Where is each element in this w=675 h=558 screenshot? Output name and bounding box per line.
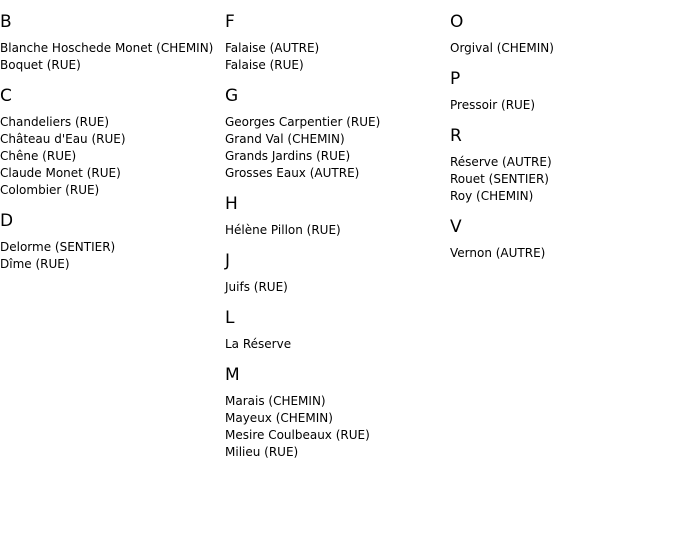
street-link[interactable]: Hélène Pillon (RUE) [225,223,341,237]
letter-group [450,69,675,114]
letter-heading: F [225,12,235,32]
street-link[interactable]: Vernon (AUTRE) [450,246,546,260]
street-link[interactable]: Pressoir (RUE) [450,98,536,112]
letter-group [0,211,225,273]
street-link[interactable]: Colombier (RUE) [0,183,100,197]
index-column-3 [450,0,675,262]
letter-group [225,365,450,461]
street-link[interactable]: Falaise (AUTRE) [225,41,320,55]
street-link[interactable]: Juifs (RUE) [225,280,288,294]
letter-heading: C [0,86,12,106]
street-link[interactable]: Grosses Eaux (AUTRE) [225,166,360,180]
index-column-1 [0,0,225,273]
letter-heading: R [450,126,462,146]
street-link[interactable]: Boquet (RUE) [0,58,81,72]
letter-group [450,217,675,262]
letter-group [225,194,450,239]
letter-heading: O [450,12,464,32]
letter-group [0,12,225,74]
letter-group [225,12,450,74]
letter-heading: P [450,69,461,89]
street-link[interactable]: Réserve (AUTRE) [450,155,552,169]
street-link[interactable]: Milieu (RUE) [225,445,299,459]
street-link[interactable]: Grands Jardins (RUE) [225,149,351,163]
street-link[interactable]: Chêne (RUE) [0,149,77,163]
letter-heading: V [450,217,462,237]
letter-heading: L [225,308,235,328]
street-link[interactable]: Mayeux (CHEMIN) [225,411,333,425]
street-link[interactable]: Georges Carpentier (RUE) [225,115,381,129]
street-link[interactable]: Chandeliers (RUE) [0,115,110,129]
street-link[interactable]: Rouet (SENTIER) [450,172,549,186]
street-link[interactable]: Château d'Eau (RUE) [0,132,126,146]
letter-group [450,126,675,205]
street-link[interactable]: Claude Monet (RUE) [0,166,121,180]
letter-group [450,12,675,57]
letter-group [0,86,225,199]
street-link[interactable]: Roy (CHEMIN) [450,189,534,203]
street-link[interactable]: Orgival (CHEMIN) [450,41,554,55]
street-link[interactable]: Marais (CHEMIN) [225,394,326,408]
letter-heading: M [225,365,240,385]
letter-group [225,251,450,296]
street-link[interactable]: Dîme (RUE) [0,257,70,271]
street-link[interactable]: Falaise (RUE) [225,58,304,72]
letter-heading: B [0,12,12,32]
street-link[interactable]: Mesire Coulbeaux (RUE) [225,428,370,442]
letter-heading: G [225,86,239,106]
letter-group [225,308,450,353]
letter-heading: J [225,251,231,271]
letter-group [225,86,450,182]
index-column-2 [225,0,450,461]
street-link[interactable]: Blanche Hoschede Monet (CHEMIN) [0,41,214,55]
street-link[interactable]: Grand Val (CHEMIN) [225,132,345,146]
letter-heading: D [0,211,14,231]
street-link[interactable]: Delorme (SENTIER) [0,240,116,254]
letter-heading: H [225,194,238,214]
street-link[interactable]: La Réserve [225,337,292,351]
